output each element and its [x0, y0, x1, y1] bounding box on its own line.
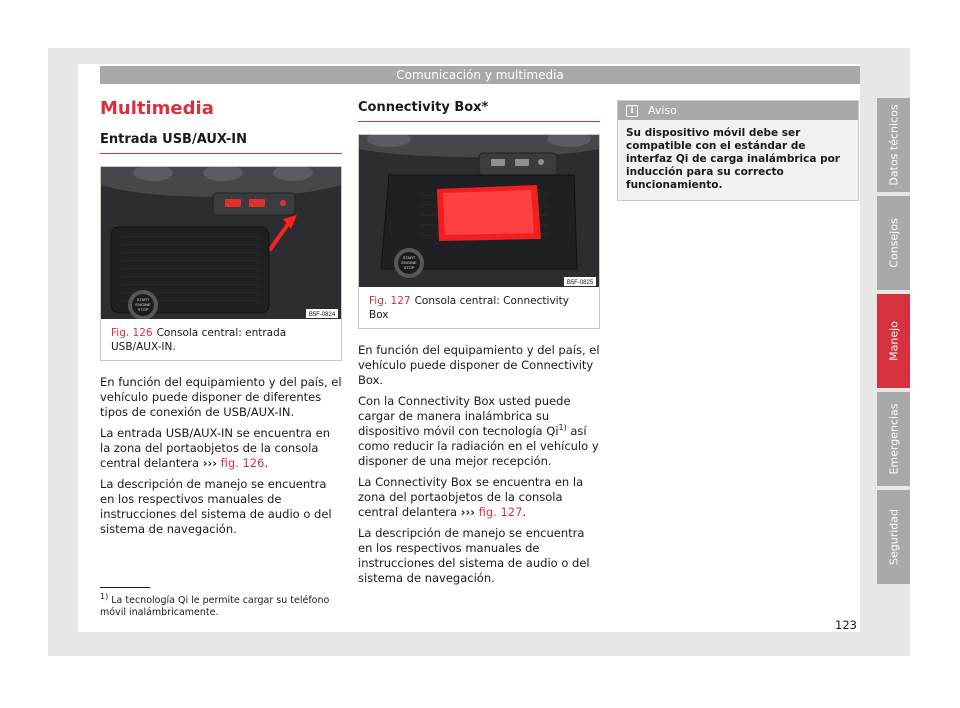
figure-reference-link[interactable]: fig. 126 [220, 456, 265, 470]
figure-label: Fig. 126 [111, 327, 153, 339]
footnote [100, 591, 345, 619]
figure-label: Fig. 127 [369, 295, 411, 307]
figure-caption-text: Consola central: Connectivity Box [369, 295, 569, 321]
figure-126 [100, 166, 342, 361]
paragraph-text: La entrada USB/AUX-IN se encuentra en la zona del portaobjetos de la consola central delantera [100, 426, 330, 470]
side-tab-manejo[interactable] [877, 294, 910, 388]
figure-reference-link[interactable]: fig. 127 [478, 505, 523, 519]
start-button-label-1: START [402, 255, 416, 260]
chapter-header: Comunicación y multimedia [100, 66, 860, 84]
side-tab-label: Manejo [887, 321, 900, 361]
connectivity-body-text [358, 343, 600, 586]
section-title: Multimedia [100, 98, 214, 119]
paragraph-end: así como reducir la radiación en el vehículo y disponer de una mejor recepción. [358, 424, 599, 468]
footnote-text: La tecnología Qi le permite cargar su teléfono móvil inalámbricamente. [100, 595, 330, 618]
footnote-marker: 1) [558, 423, 567, 433]
figure-caption [359, 287, 599, 328]
side-tab-consejos[interactable] [877, 196, 910, 290]
notice-header [618, 101, 858, 120]
paragraph: En función del equipamiento y del país, el vehículo puede disponer de diferentes tipos de conexión de USB/AUX-IN. [100, 375, 342, 419]
paragraph [358, 475, 600, 520]
side-tab-seguridad[interactable] [877, 490, 910, 584]
side-tab-label: Seguridad [887, 509, 900, 565]
subsection-title-usb: Entrada USB/AUX-IN [100, 132, 342, 154]
paragraph-text: La Connectivity Box se encuentra en la zona del portaobjetos de la consola central delantera [358, 475, 584, 519]
paragraph [100, 426, 342, 471]
notice-text: Su dispositivo móvil debe ser compatible con el estándar de interfaz Qi de carga inalámbrica por inducción para su correcto funcionamiento. [626, 127, 840, 191]
paragraph: En función del equipamiento y del país, el vehículo puede disponer de Connectivity Box. [358, 343, 600, 387]
paragraph-text: Con la Connectivity Box usted puede cargar de manera inalámbrica su dispositivo móvil con tecnología Qi [358, 394, 571, 438]
side-tab-label: Consejos [887, 218, 900, 268]
start-button-label-3: STOP [403, 265, 415, 270]
figure-caption-text: Consola central: entrada USB/AUX-IN. [111, 327, 287, 353]
start-button-label-1: START [136, 297, 150, 302]
footnote-number: 1) [100, 591, 109, 601]
connectivity-box-photo [359, 135, 599, 287]
notice-title: Aviso [648, 104, 677, 117]
paragraph-end: . [522, 505, 527, 519]
figure-127 [358, 134, 600, 329]
figure-caption [101, 319, 341, 360]
left-column [100, 96, 342, 543]
paragraph [358, 394, 600, 469]
side-tab-emergencias[interactable] [877, 392, 910, 486]
middle-column [358, 96, 600, 592]
side-tab-datos-tecnicos[interactable] [877, 98, 910, 192]
start-button-label-2: ENGINE [135, 302, 151, 307]
reference-arrows: ››› [202, 456, 217, 470]
paragraph: La descripción de manejo se encuentra en los respectivos manuales de instrucciones del sistema de audio o del sistema de navegación. [358, 526, 590, 585]
side-tab-label: Emergencias [887, 403, 900, 475]
usb-console-photo [101, 167, 341, 319]
notice-box [617, 100, 859, 201]
subsection-title-connectivity: Connectivity Box* [358, 100, 600, 122]
start-button-label-3: STOP [137, 307, 149, 312]
paragraph: La descripción de manejo se encuentra en los respectivos manuales de instrucciones del sistema de audio o del sistema de navegación. [100, 477, 332, 536]
reference-arrows: ››› [460, 505, 475, 519]
paragraph-end: . [264, 456, 269, 470]
info-icon: i [626, 105, 638, 117]
usb-body-text [100, 375, 342, 537]
footnote-divider [100, 587, 150, 588]
figure-code: B5F-0825 [566, 280, 594, 286]
figure-code: B5F-0824 [308, 312, 336, 318]
page-number: 123 [835, 618, 857, 632]
side-tab-label: Datos técnicos [887, 104, 900, 186]
start-button-label-2: ENGINE [401, 260, 417, 265]
right-column [617, 96, 859, 201]
